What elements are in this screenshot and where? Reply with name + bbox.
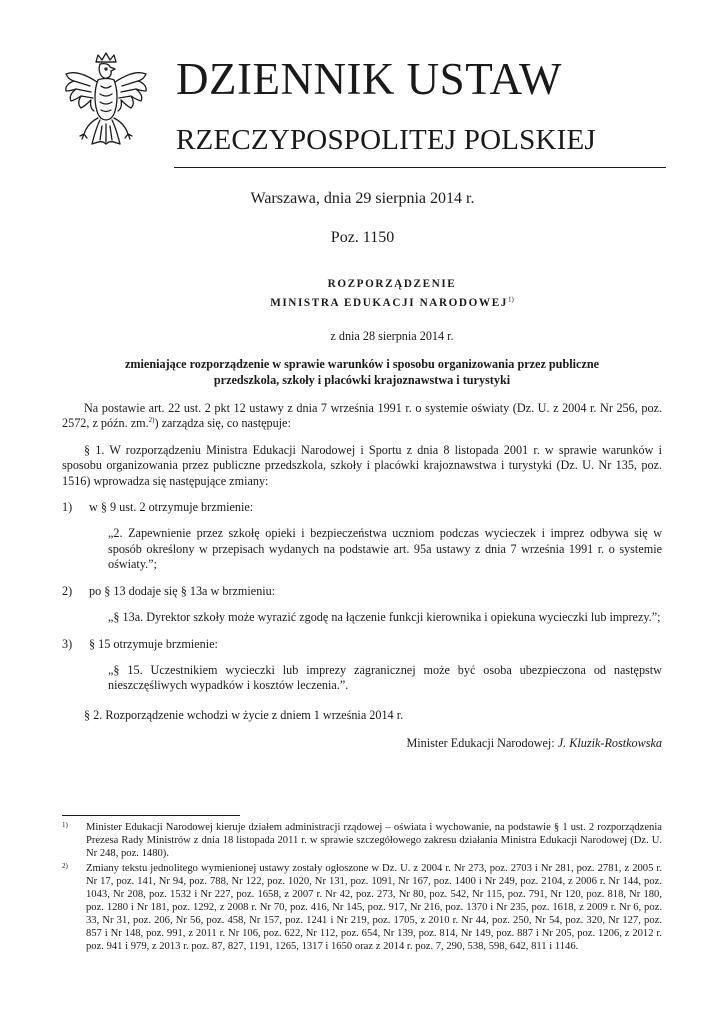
signature-role: Minister Edukacji Narodowej: xyxy=(406,736,558,751)
item-intro: § 15 otrzymuje brzmienie: xyxy=(89,636,218,651)
basis-text: Na postawie art. 22 ust. 2 pkt 12 ustawy z dnia 7 września 1991 r. o systemie oświaty (Dz. U. z 2004 r. Nr 256, poz. 2572, z późn. zm. xyxy=(62,401,662,431)
issuer-name: MINISTRA EDUKACJI NARODOWEJ xyxy=(270,297,508,310)
signature-name: J. Kluzik-Rostkowska xyxy=(557,736,662,751)
act-subject: zmieniające rozporządzenie w sprawie warunków i sposobu organizowania przez publiczne przedszkola, szkoły i placówki krajoznawstwa i turystyki xyxy=(124,357,600,387)
polish-eagle-emblem-icon xyxy=(60,52,152,164)
amendment-quote: „§ 13a. Dyrektor szkoły może wyrazić zgodę na łączenie funkcji kierownika i opiekuna wycieczki lub imprezy.”; xyxy=(108,610,661,625)
footnote-mark: 1) xyxy=(62,821,68,829)
amendment-item xyxy=(62,584,662,599)
item-number: 1) xyxy=(62,500,73,515)
act-issuer xyxy=(62,296,662,311)
item-intro: po § 13 dodaje się § 13a w brzmieniu: xyxy=(89,583,276,598)
footnote-text: Zmiany tekstu jednolitego wymienionej ustawy zostały ogłoszone w Dz. U. z 2004 r. Nr 273, poz. 2703 i Nr 281, poz. 2781, z 2005 r. Nr 17, poz. 141, Nr 94, poz. 788, Nr 122, poz. 1020, Nr 131, poz. 1091, Nr 167, poz. 1400 i Nr 249, poz. 2104, z 2006 r. Nr 144, poz. 1043, Nr 208, poz. 1532 i Nr 227, poz. 1658, z 2007 r. Nr 42, poz. 273, Nr 80, poz. 542, Nr 115, poz. 791, Nr 120, poz. 818, Nr 180, poz. 1280 i Nr 181, poz. 1292, z 2008 r. Nr 70, poz. 416, Nr 145, poz. 917, Nr 216, poz. 1370 i Nr 235, poz. 1618, z 2009 r. Nr 6, poz. 33, Nr 31, poz. 206, Nr 56, poz. 458, Nr 157, poz. 1241 i Nr 219, poz. 1705, z 2010 r. Nr 44, poz. 250, Nr 54, poz. 320, Nr 127, poz. 857 i Nr 148, poz. 991, z 2011 r. Nr 106, poz. 622, Nr 112, poz. 654, Nr 139, poz. 814, Nr 149, poz. 887 i Nr 205, poz. 1206, z 2012 r. poz. 941 i 979, z 2013 r. poz. 87, 827, 1191, 1265, 1317 i 1650 oraz z 2014 r. poz. 7, 290, 538, 598, 642, 811 i 1146. xyxy=(86,863,662,952)
section-1: § 1. W rozporządzeniu Ministra Edukacji Narodowej i Sportu z dnia 8 listopada 2001 r. w sprawie warunków i sposobu organizowania przez publiczne przedszkola, szkoły i placówki krajoznawstwa i turystyki (Dz. U. Nr 135, poz. 1516) wprowadza się następujące zmiany: xyxy=(62,442,662,488)
signature xyxy=(62,736,662,751)
footnote xyxy=(62,821,662,860)
footnotes xyxy=(62,821,662,955)
journal-title: DZIENNIK USTAW xyxy=(176,54,562,104)
footnote-rule xyxy=(62,815,240,816)
issue-date-line xyxy=(0,189,725,209)
footnote xyxy=(62,862,662,953)
item-number: 2) xyxy=(62,583,73,598)
journal-subtitle: RZECZYPOSPOLITEJ POLSKIEJ xyxy=(176,124,596,156)
position-number: Poz. 1150 xyxy=(330,229,395,246)
basis-footnote-ref[interactable]: 2) xyxy=(148,416,155,425)
position-line xyxy=(0,228,725,248)
issuer-footnote-ref[interactable]: 1) xyxy=(507,295,514,304)
act-type: ROZPORZĄDZENIE xyxy=(327,278,457,290)
act-date: z dnia 28 sierpnia 2014 r. xyxy=(330,328,454,343)
amendment-item xyxy=(62,637,662,652)
item-number: 3) xyxy=(62,636,73,651)
footnote-mark: 2) xyxy=(62,862,68,870)
amendment-quote: „2. Zapewnienie przez szkołę opieki i bezpieczeństwa uczniom podczas wycieczek i imprez odbywa się w sposób określony w przepisach wydanych na podstawie art. 95a ustawy z dnia 7 września 1991 r. o systemie oświaty.”; xyxy=(108,526,662,572)
act-content xyxy=(62,277,662,752)
item-intro: w § 9 ust. 2 otrzymuje brzmienie: xyxy=(89,500,254,515)
section-2: § 2. Rozporządzenie wchodzi w życie z dniem 1 września 2014 r. xyxy=(84,707,404,722)
legal-basis xyxy=(62,401,662,432)
footnote-text: Minister Edukacji Narodowej kieruje działem administracji rządowej – oświata i wychowanie, na podstawie § 1 ust. 2 rozporządzenia Prezesa Rady Ministrów z dnia 18 listopada 2011 r. w sprawie szczegółowego zakresu działania Ministra Edukacji Narodowej (Dz. U. Nr 248, poz. 1480). xyxy=(86,822,662,859)
basis-text-end: ) zarządza się, co następuje: xyxy=(154,416,291,431)
masthead-rule xyxy=(174,167,666,168)
issue-date: Warszawa, dnia 29 sierpnia 2014 r. xyxy=(250,190,475,207)
amendment-item xyxy=(62,500,662,515)
amendment-quote: „§ 15. Uczestnikiem wycieczki lub imprezy zagranicznej może być osoba ubezpieczona od następstw nieszczęśliwych wypadków i kosztów leczenia.”. xyxy=(108,662,662,693)
